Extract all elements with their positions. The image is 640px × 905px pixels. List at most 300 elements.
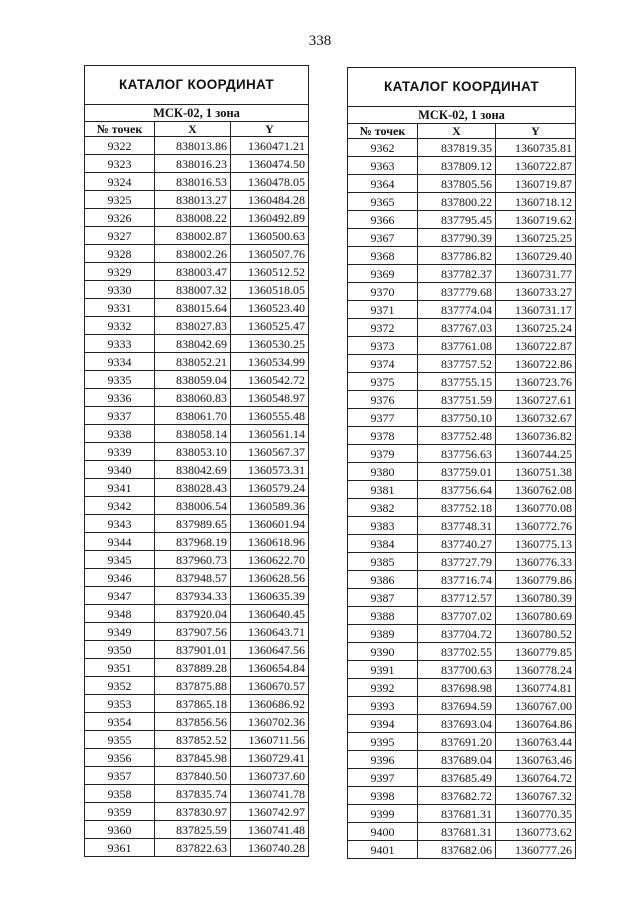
point-number-cell: 9350	[85, 641, 155, 659]
x-coordinate-cell: 837704.72	[418, 625, 496, 643]
y-coordinate-cell: 1360719.62	[496, 211, 576, 229]
table-row	[348, 805, 576, 823]
table-row	[348, 157, 576, 175]
column-header-x: X	[155, 122, 231, 137]
point-number-cell: 9363	[348, 157, 418, 175]
table-row	[85, 839, 309, 857]
y-coordinate-cell: 1360686.92	[231, 695, 309, 713]
table-row	[348, 283, 576, 301]
table-row	[348, 409, 576, 427]
table-row	[348, 427, 576, 445]
table-row	[348, 553, 576, 571]
column-header-point-number: № точек	[348, 124, 418, 139]
y-coordinate-cell: 1360548.97	[231, 389, 309, 407]
x-coordinate-cell: 837889.28	[155, 659, 231, 677]
y-coordinate-cell: 1360723.76	[496, 373, 576, 391]
x-coordinate-cell: 837752.48	[418, 427, 496, 445]
table-row	[85, 767, 309, 785]
x-coordinate-cell: 838061.70	[155, 407, 231, 425]
point-number-cell: 9327	[85, 227, 155, 245]
x-coordinate-cell: 837948.57	[155, 569, 231, 587]
point-number-cell: 9353	[85, 695, 155, 713]
point-number-cell: 9330	[85, 281, 155, 299]
point-number-cell: 9326	[85, 209, 155, 227]
point-number-cell: 9370	[348, 283, 418, 301]
point-number-cell: 9388	[348, 607, 418, 625]
y-coordinate-cell: 1360775.13	[496, 535, 576, 553]
y-coordinate-cell: 1360643.71	[231, 623, 309, 641]
x-coordinate-cell: 837835.74	[155, 785, 231, 803]
y-coordinate-cell: 1360770.35	[496, 805, 576, 823]
table-row	[348, 571, 576, 589]
y-coordinate-cell: 1360518.05	[231, 281, 309, 299]
x-coordinate-cell: 837681.31	[418, 805, 496, 823]
table-row	[85, 659, 309, 677]
x-coordinate-cell: 837761.08	[418, 337, 496, 355]
x-coordinate-cell: 837782.37	[418, 265, 496, 283]
table-row	[85, 281, 309, 299]
table-row	[85, 317, 309, 335]
x-coordinate-cell: 837845.98	[155, 749, 231, 767]
y-coordinate-cell: 1360779.86	[496, 571, 576, 589]
x-coordinate-cell: 838008.22	[155, 209, 231, 227]
y-coordinate-cell: 1360589.36	[231, 497, 309, 515]
point-number-cell: 9323	[85, 155, 155, 173]
table-row	[85, 137, 309, 155]
y-coordinate-cell: 1360512.52	[231, 263, 309, 281]
x-coordinate-cell: 838059.04	[155, 371, 231, 389]
y-coordinate-cell: 1360474.50	[231, 155, 309, 173]
y-coordinate-cell: 1360729.41	[231, 749, 309, 767]
y-coordinate-cell: 1360735.81	[496, 139, 576, 157]
table-row	[348, 481, 576, 499]
y-coordinate-cell: 1360737.60	[231, 767, 309, 785]
table-row	[348, 697, 576, 715]
y-coordinate-cell: 1360628.56	[231, 569, 309, 587]
x-coordinate-cell: 837960.73	[155, 551, 231, 569]
x-coordinate-cell: 837756.63	[418, 445, 496, 463]
point-number-cell: 9357	[85, 767, 155, 785]
point-number-cell: 9354	[85, 713, 155, 731]
point-number-cell: 9371	[348, 301, 418, 319]
point-number-cell: 9337	[85, 407, 155, 425]
point-number-cell: 9331	[85, 299, 155, 317]
point-number-cell: 9380	[348, 463, 418, 481]
y-coordinate-cell: 1360484.28	[231, 191, 309, 209]
point-number-cell: 9329	[85, 263, 155, 281]
point-number-cell: 9345	[85, 551, 155, 569]
zone-title: МСК-02, 1 зона	[348, 107, 576, 124]
y-coordinate-cell: 1360534.99	[231, 353, 309, 371]
table-row	[348, 391, 576, 409]
x-coordinate-cell: 838013.86	[155, 137, 231, 155]
point-number-cell: 9384	[348, 535, 418, 553]
page-number: 338	[308, 33, 332, 49]
point-number-cell: 9356	[85, 749, 155, 767]
table-row	[85, 371, 309, 389]
x-coordinate-cell: 838028.43	[155, 479, 231, 497]
column-header-x: X	[418, 124, 496, 139]
table-row	[348, 265, 576, 283]
y-coordinate-cell: 1360722.87	[496, 157, 576, 175]
table-row	[348, 715, 576, 733]
point-number-cell: 9383	[348, 517, 418, 535]
table-row	[348, 463, 576, 481]
table-row	[85, 569, 309, 587]
x-coordinate-cell: 837968.19	[155, 533, 231, 551]
point-number-cell: 9387	[348, 589, 418, 607]
x-coordinate-cell: 838060.83	[155, 389, 231, 407]
point-number-cell: 9393	[348, 697, 418, 715]
point-number-cell: 9332	[85, 317, 155, 335]
table-row	[348, 517, 576, 535]
x-coordinate-cell: 837795.45	[418, 211, 496, 229]
table-row	[348, 229, 576, 247]
y-coordinate-cell: 1360555.48	[231, 407, 309, 425]
y-coordinate-cell: 1360729.40	[496, 247, 576, 265]
x-coordinate-cell: 837830.97	[155, 803, 231, 821]
y-coordinate-cell: 1360727.61	[496, 391, 576, 409]
point-number-cell: 9401	[348, 841, 418, 859]
x-coordinate-cell: 837748.31	[418, 517, 496, 535]
table-row	[348, 175, 576, 193]
table-row	[348, 337, 576, 355]
table-row	[85, 227, 309, 245]
y-coordinate-cell: 1360618.96	[231, 533, 309, 551]
point-number-cell: 9344	[85, 533, 155, 551]
table-row	[348, 445, 576, 463]
point-number-cell: 9365	[348, 193, 418, 211]
table-row	[348, 661, 576, 679]
table-row	[348, 589, 576, 607]
zone-title: МСК-02, 1 зона	[85, 105, 309, 122]
table-row	[85, 425, 309, 443]
point-number-cell: 9342	[85, 497, 155, 515]
table-row	[85, 731, 309, 749]
catalog-title: КАТАЛОГ КООРДИНАТ	[348, 68, 576, 107]
table-row	[348, 769, 576, 787]
point-number-cell: 9379	[348, 445, 418, 463]
point-number-cell: 9333	[85, 335, 155, 353]
table-row	[85, 443, 309, 461]
x-coordinate-cell: 838053.10	[155, 443, 231, 461]
point-number-cell: 9339	[85, 443, 155, 461]
x-coordinate-cell: 837727.79	[418, 553, 496, 571]
x-coordinate-cell: 838027.83	[155, 317, 231, 335]
point-number-cell: 9346	[85, 569, 155, 587]
table-row	[348, 643, 576, 661]
point-number-cell: 9336	[85, 389, 155, 407]
y-coordinate-cell: 1360741.48	[231, 821, 309, 839]
point-number-cell: 9358	[85, 785, 155, 803]
y-coordinate-cell: 1360764.72	[496, 769, 576, 787]
table-row	[348, 319, 576, 337]
point-number-cell: 9400	[348, 823, 418, 841]
y-coordinate-cell: 1360523.40	[231, 299, 309, 317]
table-row	[348, 841, 576, 859]
y-coordinate-cell: 1360751.38	[496, 463, 576, 481]
x-coordinate-cell: 837756.64	[418, 481, 496, 499]
x-coordinate-cell: 837875.88	[155, 677, 231, 695]
table-row	[348, 193, 576, 211]
x-coordinate-cell: 837852.52	[155, 731, 231, 749]
x-coordinate-cell: 838003.47	[155, 263, 231, 281]
table-row	[85, 641, 309, 659]
table-row	[85, 461, 309, 479]
x-coordinate-cell: 837702.55	[418, 643, 496, 661]
x-coordinate-cell: 837759.01	[418, 463, 496, 481]
x-coordinate-cell: 837685.49	[418, 769, 496, 787]
x-coordinate-cell: 837790.39	[418, 229, 496, 247]
table-row	[348, 787, 576, 805]
point-number-cell: 9341	[85, 479, 155, 497]
point-number-cell: 9334	[85, 353, 155, 371]
x-coordinate-cell: 837809.12	[418, 157, 496, 175]
x-coordinate-cell: 837750.10	[418, 409, 496, 427]
x-coordinate-cell: 837681.31	[418, 823, 496, 841]
point-number-cell: 9382	[348, 499, 418, 517]
y-coordinate-cell: 1360471.21	[231, 137, 309, 155]
x-coordinate-cell: 837800.22	[418, 193, 496, 211]
table-row	[348, 499, 576, 517]
table-row	[85, 389, 309, 407]
table-row	[348, 535, 576, 553]
point-number-cell: 9359	[85, 803, 155, 821]
y-coordinate-cell: 1360525.47	[231, 317, 309, 335]
table-row	[85, 335, 309, 353]
point-number-cell: 9361	[85, 839, 155, 857]
table-row	[348, 373, 576, 391]
y-coordinate-cell: 1360731.17	[496, 301, 576, 319]
x-coordinate-cell: 837901.01	[155, 641, 231, 659]
y-coordinate-cell: 1360654.84	[231, 659, 309, 677]
y-coordinate-cell: 1360767.00	[496, 697, 576, 715]
table-row	[348, 733, 576, 751]
y-coordinate-cell: 1360640.45	[231, 605, 309, 623]
table-row	[348, 751, 576, 769]
y-coordinate-cell: 1360740.28	[231, 839, 309, 857]
x-coordinate-cell: 838052.21	[155, 353, 231, 371]
point-number-cell: 9343	[85, 515, 155, 533]
y-coordinate-cell: 1360772.76	[496, 517, 576, 535]
y-coordinate-cell: 1360732.67	[496, 409, 576, 427]
y-coordinate-cell: 1360744.25	[496, 445, 576, 463]
point-number-cell: 9394	[348, 715, 418, 733]
y-coordinate-cell: 1360777.26	[496, 841, 576, 859]
y-coordinate-cell: 1360778.24	[496, 661, 576, 679]
column-header-point-number: № точек	[85, 122, 155, 137]
table-row	[348, 301, 576, 319]
y-coordinate-cell: 1360764.86	[496, 715, 576, 733]
point-number-cell: 9376	[348, 391, 418, 409]
x-coordinate-cell: 838007.32	[155, 281, 231, 299]
x-coordinate-cell: 838015.64	[155, 299, 231, 317]
table-row	[85, 605, 309, 623]
point-number-cell: 9396	[348, 751, 418, 769]
x-coordinate-cell: 837907.56	[155, 623, 231, 641]
y-coordinate-cell: 1360780.69	[496, 607, 576, 625]
table-row	[85, 209, 309, 227]
y-coordinate-cell: 1360763.44	[496, 733, 576, 751]
x-coordinate-cell: 837716.74	[418, 571, 496, 589]
x-coordinate-cell: 837712.57	[418, 589, 496, 607]
table-row	[85, 245, 309, 263]
point-number-cell: 9386	[348, 571, 418, 589]
y-coordinate-cell: 1360762.08	[496, 481, 576, 499]
point-number-cell: 9324	[85, 173, 155, 191]
table-row	[85, 155, 309, 173]
table-row	[348, 679, 576, 697]
catalog-body	[348, 139, 576, 859]
point-number-cell: 9340	[85, 461, 155, 479]
table-row	[85, 821, 309, 839]
x-coordinate-cell: 837707.02	[418, 607, 496, 625]
table-row	[85, 479, 309, 497]
y-coordinate-cell: 1360647.56	[231, 641, 309, 659]
y-coordinate-cell: 1360567.37	[231, 443, 309, 461]
y-coordinate-cell: 1360736.82	[496, 427, 576, 445]
y-coordinate-cell: 1360507.76	[231, 245, 309, 263]
table-row	[85, 533, 309, 551]
table-row	[85, 695, 309, 713]
y-coordinate-cell: 1360702.36	[231, 713, 309, 731]
x-coordinate-cell: 837856.56	[155, 713, 231, 731]
x-coordinate-cell: 837700.63	[418, 661, 496, 679]
point-number-cell: 9372	[348, 319, 418, 337]
table-row	[348, 247, 576, 265]
point-number-cell: 9335	[85, 371, 155, 389]
x-coordinate-cell: 837694.59	[418, 697, 496, 715]
point-number-cell: 9351	[85, 659, 155, 677]
column-header-y: Y	[496, 124, 576, 139]
point-number-cell: 9391	[348, 661, 418, 679]
x-coordinate-cell: 838006.54	[155, 497, 231, 515]
point-number-cell: 9366	[348, 211, 418, 229]
table-row	[85, 587, 309, 605]
point-number-cell: 9397	[348, 769, 418, 787]
point-number-cell: 9390	[348, 643, 418, 661]
y-coordinate-cell: 1360742.97	[231, 803, 309, 821]
y-coordinate-cell: 1360573.31	[231, 461, 309, 479]
point-number-cell: 9375	[348, 373, 418, 391]
table-row	[85, 713, 309, 731]
point-number-cell: 9328	[85, 245, 155, 263]
table-row	[85, 173, 309, 191]
point-number-cell: 9398	[348, 787, 418, 805]
table-row	[348, 355, 576, 373]
x-coordinate-cell: 837682.06	[418, 841, 496, 859]
x-coordinate-cell: 838016.53	[155, 173, 231, 191]
table-row	[85, 677, 309, 695]
y-coordinate-cell: 1360725.24	[496, 319, 576, 337]
y-coordinate-cell: 1360780.52	[496, 625, 576, 643]
y-coordinate-cell: 1360530.25	[231, 335, 309, 353]
table-row	[348, 823, 576, 841]
x-coordinate-cell: 837767.03	[418, 319, 496, 337]
y-coordinate-cell: 1360770.08	[496, 499, 576, 517]
x-coordinate-cell: 837691.20	[418, 733, 496, 751]
x-coordinate-cell: 837822.63	[155, 839, 231, 857]
y-coordinate-cell: 1360601.94	[231, 515, 309, 533]
point-number-cell: 9349	[85, 623, 155, 641]
point-number-cell: 9377	[348, 409, 418, 427]
table-row	[85, 551, 309, 569]
table-row	[348, 139, 576, 157]
y-coordinate-cell: 1360725.25	[496, 229, 576, 247]
y-coordinate-cell: 1360635.39	[231, 587, 309, 605]
x-coordinate-cell: 837689.04	[418, 751, 496, 769]
point-number-cell: 9348	[85, 605, 155, 623]
x-coordinate-cell: 838002.87	[155, 227, 231, 245]
column-header-y: Y	[231, 122, 309, 137]
x-coordinate-cell: 837757.52	[418, 355, 496, 373]
x-coordinate-cell: 837752.18	[418, 499, 496, 517]
y-coordinate-cell: 1360741.78	[231, 785, 309, 803]
x-coordinate-cell: 837682.72	[418, 787, 496, 805]
point-number-cell: 9322	[85, 137, 155, 155]
x-coordinate-cell: 837740.27	[418, 535, 496, 553]
x-coordinate-cell: 838042.69	[155, 461, 231, 479]
y-coordinate-cell: 1360763.46	[496, 751, 576, 769]
catalog-title: КАТАЛОГ КООРДИНАТ	[85, 66, 309, 105]
point-number-cell: 9352	[85, 677, 155, 695]
table-row	[85, 803, 309, 821]
point-number-cell: 9385	[348, 553, 418, 571]
x-coordinate-cell: 837786.82	[418, 247, 496, 265]
coordinate-catalog-table	[347, 67, 576, 859]
point-number-cell: 9338	[85, 425, 155, 443]
table-row	[85, 749, 309, 767]
y-coordinate-cell: 1360773.62	[496, 823, 576, 841]
point-number-cell: 9392	[348, 679, 418, 697]
point-number-cell: 9367	[348, 229, 418, 247]
y-coordinate-cell: 1360718.12	[496, 193, 576, 211]
y-coordinate-cell: 1360731.77	[496, 265, 576, 283]
x-coordinate-cell: 838042.69	[155, 335, 231, 353]
table-row	[85, 191, 309, 209]
x-coordinate-cell: 837755.15	[418, 373, 496, 391]
table-row	[348, 625, 576, 643]
catalog-body	[85, 137, 309, 857]
table-row	[85, 497, 309, 515]
y-coordinate-cell: 1360478.05	[231, 173, 309, 191]
x-coordinate-cell: 837819.35	[418, 139, 496, 157]
x-coordinate-cell: 837825.59	[155, 821, 231, 839]
point-number-cell: 9325	[85, 191, 155, 209]
point-number-cell: 9395	[348, 733, 418, 751]
y-coordinate-cell: 1360492.89	[231, 209, 309, 227]
point-number-cell: 9369	[348, 265, 418, 283]
x-coordinate-cell: 838058.14	[155, 425, 231, 443]
table-row	[85, 299, 309, 317]
x-coordinate-cell: 837934.33	[155, 587, 231, 605]
y-coordinate-cell: 1360774.81	[496, 679, 576, 697]
point-number-cell: 9389	[348, 625, 418, 643]
table-row	[85, 623, 309, 641]
table-row	[85, 263, 309, 281]
y-coordinate-cell: 1360719.87	[496, 175, 576, 193]
point-number-cell: 9373	[348, 337, 418, 355]
point-number-cell: 9374	[348, 355, 418, 373]
y-coordinate-cell: 1360622.70	[231, 551, 309, 569]
x-coordinate-cell: 838013.27	[155, 191, 231, 209]
y-coordinate-cell: 1360670.57	[231, 677, 309, 695]
table-row	[348, 211, 576, 229]
y-coordinate-cell: 1360722.86	[496, 355, 576, 373]
x-coordinate-cell: 837920.04	[155, 605, 231, 623]
y-coordinate-cell: 1360780.39	[496, 589, 576, 607]
table-row	[85, 353, 309, 371]
